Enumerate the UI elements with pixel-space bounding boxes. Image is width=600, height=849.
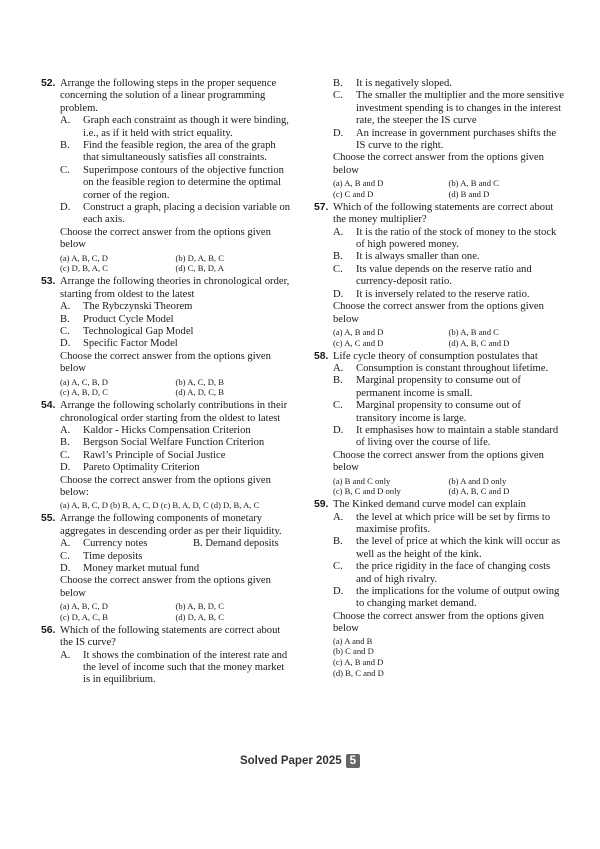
- statement-letter: C.: [333, 263, 343, 275]
- answer-option-d[interactable]: (d) A, D, C, B: [175, 387, 224, 398]
- statement-letter: B.: [333, 251, 343, 263]
- answer-option-d[interactable]: (d) C, B, D, A: [175, 263, 224, 274]
- question-54: [41, 400, 291, 511]
- answer-options[interactable]: (a) A, B, C, D (b) B, A, C, D (c) B, A, D, C (d) D, B, A, C: [60, 500, 260, 511]
- statement-c: [333, 400, 564, 425]
- statement-c: [60, 165, 291, 202]
- statement-letter: B.: [333, 375, 343, 387]
- statement-b: [60, 437, 291, 449]
- question-56: [41, 625, 291, 687]
- answer-option-b[interactable]: (b) A, B, D, C: [175, 601, 224, 612]
- choose-instruction: Choose the correct answer from the options given below: [60, 226, 271, 251]
- statement-text: Its value depends on the reserve ratio and currency-deposit ratio.: [356, 263, 532, 288]
- statement-text: the level at which price will be set by firms to maximise profits.: [356, 511, 551, 535]
- statement-letter: D.: [60, 338, 71, 350]
- statement-letter: C.: [60, 164, 70, 176]
- statement-letter: A.: [333, 511, 344, 523]
- statement-text: Specific Factor Model: [83, 338, 178, 350]
- statement-b: [333, 375, 564, 400]
- statement-letter: B.: [60, 437, 70, 449]
- statement-a: [333, 227, 564, 252]
- statement-letter: C.: [333, 90, 343, 102]
- statement-letter: D.: [333, 127, 344, 139]
- answer-option-b[interactable]: (b) A and D only: [448, 475, 507, 486]
- statement-letter: C.: [333, 561, 343, 573]
- choose-instruction: Choose the correct answer from the options given below:: [60, 474, 271, 498]
- statement-letter: A.: [60, 424, 71, 436]
- statement-b: [333, 251, 564, 263]
- footer-title: Solved Paper 2025: [239, 755, 342, 767]
- question-58: [314, 351, 564, 498]
- statement-d: [60, 202, 291, 227]
- question-stem: Arrange the following theories in chronological order, starting from oldest to the latest: [60, 276, 290, 300]
- answer-option-a[interactable]: (a) B and C only: [333, 475, 391, 486]
- question-55: [41, 513, 291, 622]
- statement-letter: B.: [60, 140, 70, 152]
- statement-letter: B.: [333, 78, 343, 89]
- statement-letter: A.: [333, 362, 344, 374]
- answer-option-b[interactable]: (b) A, C, D, B: [175, 376, 224, 387]
- statement-text: Find the feasible region, the area of the graph that simultaneously satisfies all constraints.: [83, 140, 276, 164]
- statement-a: [60, 650, 291, 687]
- answer-options: [333, 327, 564, 349]
- question-number: 56.: [41, 624, 56, 636]
- statement-text: The Rybczynski Theorem: [83, 301, 193, 313]
- question-number: 53.: [41, 276, 56, 288]
- answer-option-b[interactable]: (b) D, A, B, C: [175, 252, 224, 263]
- answer-option-d[interactable]: (d) B, C and D: [333, 668, 384, 679]
- answer-options: [333, 636, 564, 679]
- statement-text: Product Cycle Model: [83, 313, 174, 325]
- statement-letter: D.: [60, 462, 71, 474]
- answer-option-c[interactable]: (c) B, C and D only: [333, 486, 401, 497]
- statement-letter: C.: [60, 449, 70, 461]
- statement-text: Currency notes: [83, 538, 148, 550]
- statement-c: [60, 450, 291, 462]
- statement-b: [193, 538, 279, 550]
- statement-d: [333, 586, 564, 611]
- choose-instruction: Choose the correct answer from the options given below: [60, 575, 271, 599]
- answer-option-b[interactable]: (b) A, B and C: [448, 326, 499, 337]
- statement-d: [333, 425, 564, 450]
- statement-row: [60, 538, 291, 550]
- choose-instruction: Choose the correct answer from the options given below: [333, 610, 544, 635]
- statement-letter: D.: [60, 563, 71, 574]
- statement-c: [333, 264, 564, 289]
- statement-c: [60, 326, 291, 338]
- statement-d: [333, 289, 564, 301]
- statement-text: The smaller the multiplier and the more sensitive investment spending is to changes in the interest rate, the steeper the IS curve: [356, 90, 564, 127]
- answer-option-a[interactable]: (a) A, B and D: [333, 326, 384, 337]
- statement-letter: B.: [60, 313, 70, 325]
- statement-letter: D.: [60, 202, 71, 214]
- statement-letter: D.: [333, 288, 344, 300]
- statement-letter: D.: [333, 424, 344, 436]
- statement-d: [333, 128, 564, 153]
- statement-text: Pareto Optimality Criterion: [83, 462, 200, 474]
- statement-text: It is inversely related to the reserve ratio.: [356, 288, 530, 300]
- statement-text: Money market mutual fund: [83, 563, 200, 574]
- statement-letter: A.: [333, 226, 344, 238]
- right-column: [314, 78, 564, 680]
- answer-option-d[interactable]: (d) D, A, B, C: [175, 612, 224, 623]
- statement-letter: C.: [333, 400, 343, 412]
- question-stem: Which of the following statements are correct about the money multiplier?: [333, 201, 554, 226]
- answer-option-c[interactable]: (c) C and D: [333, 189, 374, 200]
- question-number: 55.: [41, 513, 56, 525]
- answer-option-a[interactable]: (a) A, B, C, D: [60, 252, 108, 263]
- answer-option-b[interactable]: (b) C and D: [333, 646, 374, 657]
- statement-letter: B.: [193, 538, 203, 550]
- statement-letter: C.: [60, 325, 70, 337]
- question-57: [314, 202, 564, 349]
- statement-letter: A.: [60, 538, 71, 550]
- question-53: [41, 276, 291, 398]
- question-stem: Life cycle theory of consumption postulates that: [333, 350, 538, 362]
- statement-text: An increase in government purchases shifts the IS curve to the right.: [356, 127, 557, 152]
- choose-instruction: Choose the correct answer from the options given below: [60, 350, 271, 375]
- answer-option-d[interactable]: (d) A, B, C and D: [448, 486, 510, 497]
- statement-text: Demand deposits: [205, 538, 279, 550]
- question-stem: Arrange the following components of monetary aggregates in descending order as per their liquidity.: [60, 513, 282, 537]
- statement-text: It is always smaller than one.: [356, 251, 480, 263]
- statement-text: Technological Gap Model: [83, 325, 194, 337]
- statement-text: the price rigidity in the face of changing costs and of high rivalry.: [356, 561, 551, 585]
- question-number: 54.: [41, 400, 56, 412]
- question-number: 52.: [41, 78, 56, 89]
- question-number: 57.: [314, 201, 329, 213]
- statement-b: [333, 78, 564, 90]
- question-stem: Arrange the following scholarly contributions in their chronological order starting from the oldest to latest: [60, 400, 288, 424]
- statement-text: It emphasises how to maintain a stable standard of living over the course of life.: [356, 424, 559, 449]
- statement-b: [333, 536, 564, 561]
- answer-option-b[interactable]: (b) A, B and C: [448, 178, 499, 189]
- answer-option-a[interactable]: (a) A and B: [333, 635, 373, 646]
- statement-a: [60, 115, 291, 140]
- question-stem: The Kinked demand curve model can explain: [333, 499, 526, 511]
- statement-letter: D.: [333, 586, 344, 597]
- statement-c: [333, 90, 564, 127]
- answer-option-a[interactable]: (a) A, B, C, D: [60, 601, 108, 612]
- answer-option-c[interactable]: (c) A, C and D: [333, 337, 384, 348]
- question-number: 59.: [314, 499, 329, 511]
- answer-option-c[interactable]: (c) D, A, C, B: [60, 612, 108, 623]
- answer-option-a[interactable]: (a) A, C, B, D: [60, 376, 108, 387]
- statement-b: [60, 314, 291, 326]
- statement-letter: B.: [333, 536, 343, 548]
- answer-options: [333, 178, 564, 200]
- question-56-continued: [314, 78, 564, 200]
- statement-text: Bergson Social Welfare Function Criterion: [83, 437, 265, 449]
- answer-options: [60, 377, 291, 399]
- statement-text: It is negatively sloped.: [356, 78, 452, 89]
- statement-text: Time deposits: [83, 550, 143, 562]
- answer-option-c[interactable]: (c) A, B, D, C: [60, 387, 108, 398]
- statement-text: It is the ratio of the stock of money to the stock of high powered money.: [356, 226, 557, 251]
- page-footer: [0, 754, 600, 768]
- answer-option-d[interactable]: (d) B and D: [448, 189, 490, 200]
- statement-text: Graph each constraint as though it were binding, i.e., as if it held with strict equality.: [83, 115, 289, 139]
- statement-letter: A.: [60, 301, 71, 313]
- answer-option-c[interactable]: (c) D, B, A, C: [60, 263, 108, 274]
- left-column: [41, 78, 291, 688]
- statement-c: [60, 551, 291, 563]
- answer-options: [60, 253, 291, 275]
- statement-text: Kaldor - Hicks Compensation Criterion: [83, 424, 251, 436]
- answer-option-d[interactable]: (d) A, B, C and D: [448, 337, 510, 348]
- statement-letter: A.: [60, 115, 71, 127]
- question-stem: Arrange the following steps in the proper sequence concerning the solution of a linear programming problem.: [60, 78, 277, 114]
- statement-a: [333, 363, 564, 375]
- answer-options: [60, 601, 291, 623]
- statement-letter: C.: [60, 550, 70, 562]
- statement-text: the level of price at which the kink will occur as well as the height of the kink.: [356, 536, 561, 560]
- statement-text: Marginal propensity to consume out of permanent income is small.: [356, 375, 521, 399]
- statement-letter: A.: [60, 649, 71, 661]
- choose-instruction: Choose the correct answer from the options given below: [333, 449, 544, 474]
- statement-text: Rawl’s Principle of Social Justice: [83, 449, 226, 461]
- answer-option-c[interactable]: (c) A, B and D: [333, 657, 384, 668]
- statement-text: Consumption is constant throughout lifetime.: [356, 362, 549, 374]
- statement-text: It shows the combination of the interest rate and the level of income such that the money market is in equilibrium.: [83, 649, 288, 686]
- statement-a: [60, 425, 291, 437]
- statement-a: [60, 538, 193, 550]
- statement-c: [333, 561, 564, 586]
- question-59: [314, 499, 564, 679]
- statement-a: [333, 512, 564, 537]
- choose-instruction: Choose the correct answer from the options given below: [333, 152, 544, 176]
- statement-text: Marginal propensity to consume out of transitory income is large.: [356, 400, 521, 424]
- answer-options: [333, 476, 564, 498]
- statement-text: Construct a graph, placing a decision variable on each axis.: [83, 202, 291, 226]
- answer-option-a[interactable]: (a) A, B and D: [333, 178, 384, 189]
- statement-d: [60, 462, 291, 474]
- statement-text: Superimpose contours of the objective function on the feasible region to determine the optimal corner of the region.: [83, 164, 284, 201]
- question-stem: Which of the following statements are correct about the IS curve?: [60, 624, 281, 649]
- choose-instruction: Choose the correct answer from the options given below: [333, 301, 544, 325]
- statement-a: [60, 301, 291, 313]
- question-52: [41, 78, 291, 274]
- question-number: 58.: [314, 350, 329, 362]
- statement-text: the implications for the volume of output owing to changing market demand.: [356, 586, 560, 610]
- page-number: 5: [346, 754, 360, 768]
- statement-b: [60, 140, 291, 165]
- statement-d: [60, 563, 291, 575]
- statement-d: [60, 338, 291, 350]
